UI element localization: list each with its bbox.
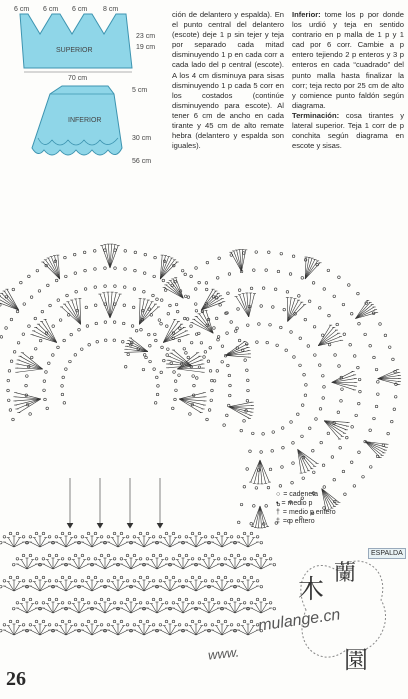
legend-row <box>276 508 366 517</box>
bodice-height-2: 19 cm <box>136 44 156 51</box>
bodice-height-1: 23 cm <box>136 33 156 40</box>
width-label-3: 6 cm <box>72 6 88 13</box>
svg-text:園: 園 <box>344 646 368 674</box>
svg-text:蘭: 蘭 <box>334 561 357 586</box>
skirt-height-2: 30 cm <box>132 135 152 142</box>
inferior-heading: Inferior: <box>292 10 321 19</box>
double-crochet-symbol-icon: ‡ <box>276 518 280 525</box>
legend-label: = cadeneta <box>283 491 319 498</box>
skirt-height-3: 56 cm <box>132 158 152 165</box>
terminacion-text: cosa tirantes y lateral superior. Teja 1 corr de p conchita según diagrama en escote y sisas. <box>292 110 404 151</box>
legend-label: = medio p <box>281 500 313 507</box>
bodice-width-label: 70 cm <box>68 75 88 82</box>
slip-stitch-symbol-icon: • <box>276 500 279 507</box>
instructions-middle <box>172 10 284 151</box>
terminacion-heading: Terminación: <box>292 110 340 120</box>
skirt-height-1: 5 cm <box>132 87 148 94</box>
inferior-label: INFERIOR <box>68 117 102 124</box>
legend-row <box>276 499 366 508</box>
width-label-1: 6 cm <box>14 6 30 13</box>
svg-text:木: 木 <box>298 575 325 605</box>
page-number: 26 <box>6 668 26 690</box>
chain-symbol-icon: ○ <box>276 491 281 498</box>
legend-label: = medio p entero <box>282 509 336 516</box>
espalda-tag-text: ESPALDA <box>371 550 403 557</box>
instructions-right <box>292 10 404 151</box>
superior-label: SUPERIOR <box>56 47 93 54</box>
watermark-url: www. <box>207 644 240 663</box>
legend-row <box>276 517 366 526</box>
middle-paragraph: ción de delantero y espalda). En el punto central del delantero (escote) deje 1 p sin tejer y teja por separado cada mitad disminuyendo 1 p en cada corr a cada lado del p central (escote). A los 4 cm disminuya para sisas disminuyendo 1 p cada 5 corr en los costados (continúe disminuyendo para escote). Al tener 6 cm de ancho en cada tirante y 45 cm de alto remate hebra (delantero y espalda son iguales). <box>172 10 284 151</box>
legend-row <box>276 490 366 499</box>
watermark-latin: mulange.cn <box>257 606 342 635</box>
garment-schematic <box>0 0 160 180</box>
inferior-text: tome los p por donde los urdió y teja en sentido contrario en p malla de 1 p y 1 cad por 6 corr. Cambie a p entero tejiendo 2 p enteros y 3 p enteros en cada “cuadrado” del punto malla hasta finalizar la corr; teja recto por 25 cm de alto y comience punto faldón según diagrama. <box>292 10 404 110</box>
width-label-2: 6 cm <box>43 6 59 13</box>
legend-label: = p entero <box>282 518 315 525</box>
half-double-symbol-icon: † <box>276 509 280 516</box>
width-label-4: 8 cm <box>103 6 119 13</box>
stitch-legend <box>276 490 366 526</box>
bodice-shape <box>20 14 132 68</box>
